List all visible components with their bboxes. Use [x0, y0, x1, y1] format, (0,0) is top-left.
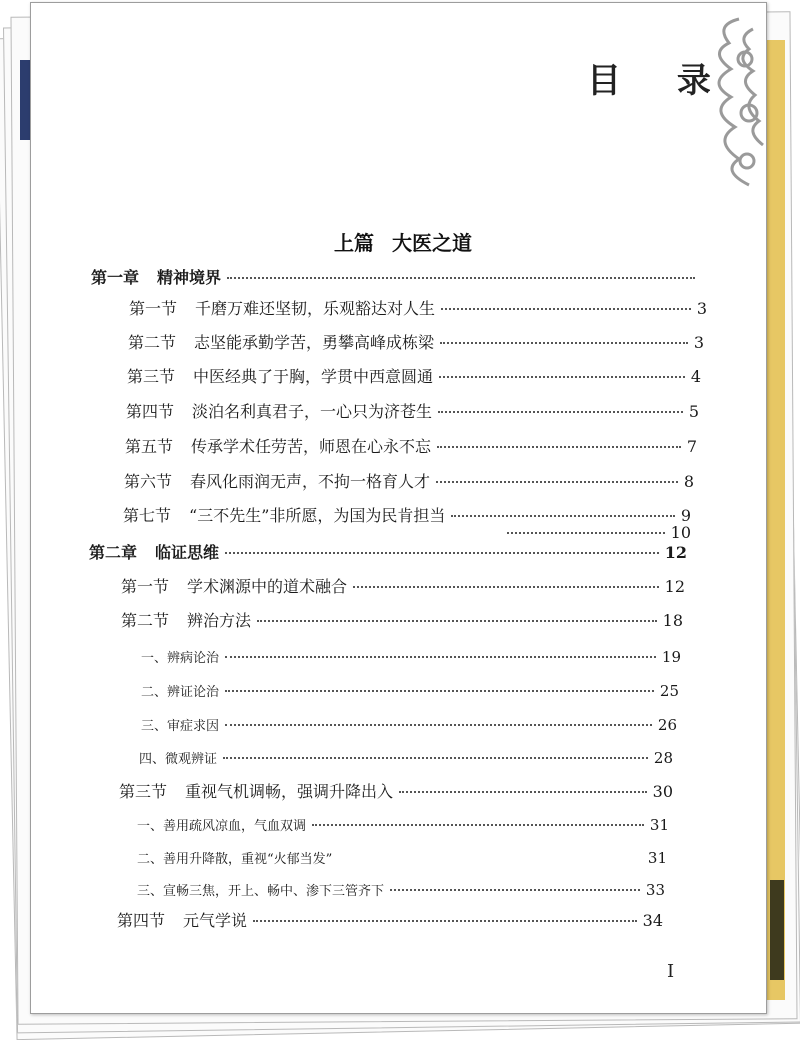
- toc-entry-label: 第三节: [119, 782, 168, 801]
- toc-entry-label: 第六节: [124, 472, 173, 491]
- toc-entry-page: 12: [664, 543, 687, 562]
- toc-entry: [141, 647, 681, 666]
- page-number: I: [667, 961, 675, 982]
- toc-entry-title: 一、辨病论治: [141, 651, 220, 666]
- toc-entry-page: 5: [688, 402, 699, 421]
- toc-entry: [126, 399, 699, 422]
- part-name: 大医之道: [392, 231, 472, 255]
- toc-entry-title: 春风化雨润无声，不拘一格育人才: [190, 472, 431, 491]
- toc-entry-title: 精神境界: [157, 268, 222, 287]
- toc-entry-page: 33: [645, 881, 665, 899]
- toc-entry-page: 8: [683, 472, 694, 491]
- toc-entry-page: 31: [647, 849, 667, 867]
- dot-leader: [436, 481, 678, 483]
- toc-entry: [121, 574, 685, 597]
- toc-entry: [125, 434, 697, 457]
- toc-entry-page: 26: [657, 716, 677, 734]
- toc-entry-title: 临证思维: [155, 543, 220, 562]
- toc-entry: [141, 681, 679, 700]
- dot-leader: [225, 552, 659, 554]
- book-spine-band: [770, 880, 784, 980]
- toc-entry-page: 18: [662, 611, 683, 630]
- cloud-ornament-icon: [699, 9, 773, 199]
- toc-entry-title: 辨治方法: [187, 611, 252, 630]
- toc-entry: [121, 608, 683, 631]
- toc-entry: [127, 364, 701, 387]
- toc-entry: [117, 908, 663, 931]
- toc-entry-title: 传承学术任劳苦，师恩在心永不忘: [191, 437, 432, 456]
- dot-leader: [223, 757, 648, 759]
- toc-entry-title: 四、微观辨证: [139, 752, 218, 767]
- toc-entry: [89, 540, 687, 563]
- book-cover-edge: [20, 60, 30, 140]
- dot-leader: [451, 515, 674, 517]
- toc-entry-page: 12: [664, 577, 685, 596]
- part-label: 上篇: [334, 231, 374, 255]
- toc-entry-title: “三不先生”非所愿，为国为民肯担当: [189, 506, 446, 525]
- toc-entry-page: 4: [690, 367, 701, 386]
- dot-leader: [440, 342, 688, 344]
- dot-leader: [312, 824, 644, 826]
- toc-entry-label: 第二章: [89, 543, 138, 562]
- toc-entry: [124, 469, 694, 492]
- dot-leader: [225, 724, 652, 726]
- dot-leader: [353, 586, 659, 588]
- toc-entry: [91, 265, 701, 288]
- toc-entry: [137, 848, 667, 867]
- dot-leader: [437, 446, 681, 448]
- toc-entry-label: 第五节: [125, 437, 174, 456]
- toc-page: [30, 2, 767, 1014]
- toc-entry: [141, 715, 677, 734]
- part-heading: [334, 227, 472, 256]
- toc-entry-title: 中医经典了于胸，学贯中西意圆通: [193, 367, 434, 386]
- toc-entry-title: 三、审症求因: [141, 719, 220, 734]
- toc-entry-title: 一、善用疏风凉血，气血双调: [137, 819, 307, 834]
- toc-entry-page: 28: [653, 749, 673, 767]
- toc-entry: [139, 748, 673, 767]
- toc-entry-title: 三、宣畅三焦，开上、畅中、渗下三管齐下: [137, 884, 385, 899]
- toc-entry: [137, 815, 669, 834]
- toc-entry: [119, 779, 673, 802]
- dot-leader: [390, 889, 640, 891]
- toc-entry-page: 10: [670, 523, 691, 542]
- toc-entry-page: 30: [652, 782, 673, 801]
- toc-entry-page: 25: [659, 682, 679, 700]
- toc-entry-label: 第二节: [121, 611, 170, 630]
- toc-entry-title: 重视气机调畅，强调升降出入: [185, 782, 394, 801]
- toc-entry-title: 二、辨证论治: [141, 685, 220, 700]
- toc-entry-label: 第四节: [117, 911, 166, 930]
- dot-leader: [507, 532, 665, 534]
- toc-entry: [137, 880, 665, 899]
- toc-entry: [128, 330, 704, 353]
- toc-entry-title: 二、善用升降散，重视“火郁当发”: [137, 852, 333, 867]
- toc-entry-page: 34: [642, 911, 663, 930]
- toc-entry-page: 19: [661, 648, 681, 666]
- toc-entry-title: 志坚能承勤学苦，勇攀高峰成栋梁: [194, 333, 435, 352]
- toc-entry-label: 第七节: [123, 506, 172, 525]
- toc-entry-page: 3: [696, 299, 707, 318]
- toc-entry-label: 第一节: [121, 577, 170, 596]
- toc-entry-title: 千磨万难还坚韧，乐观豁达对人生: [195, 299, 436, 318]
- toc-entry-title: 学术渊源中的道术融合: [187, 577, 348, 596]
- toc-entry-label: 第二节: [128, 333, 177, 352]
- toc-entry-label: 第四节: [126, 402, 175, 421]
- toc-entry-label: 第一章: [91, 268, 140, 287]
- page-title: 目 录: [587, 61, 733, 101]
- toc-entry-title: 元气学说: [183, 911, 248, 930]
- toc-entry-page: 9: [680, 506, 691, 525]
- toc-entry-page: 3: [693, 333, 704, 352]
- toc-entry-page: 7: [686, 437, 697, 456]
- toc-entry-title: 淡泊名利真君子，一心只为济苍生: [192, 402, 433, 421]
- dot-leader: [438, 411, 683, 413]
- toc-entry-page: 31: [649, 816, 669, 834]
- toc-entry-label: 第三节: [127, 367, 176, 386]
- dot-leader: [253, 920, 637, 922]
- dot-leader: [439, 376, 685, 378]
- toc-entry: [129, 296, 707, 319]
- dot-leader: [399, 791, 647, 793]
- dot-leader: [227, 277, 695, 279]
- toc-entry-label: 第一节: [129, 299, 178, 318]
- dot-leader: [257, 620, 657, 622]
- dot-leader: [225, 656, 656, 658]
- dot-leader: [441, 308, 691, 310]
- dot-leader: [225, 690, 654, 692]
